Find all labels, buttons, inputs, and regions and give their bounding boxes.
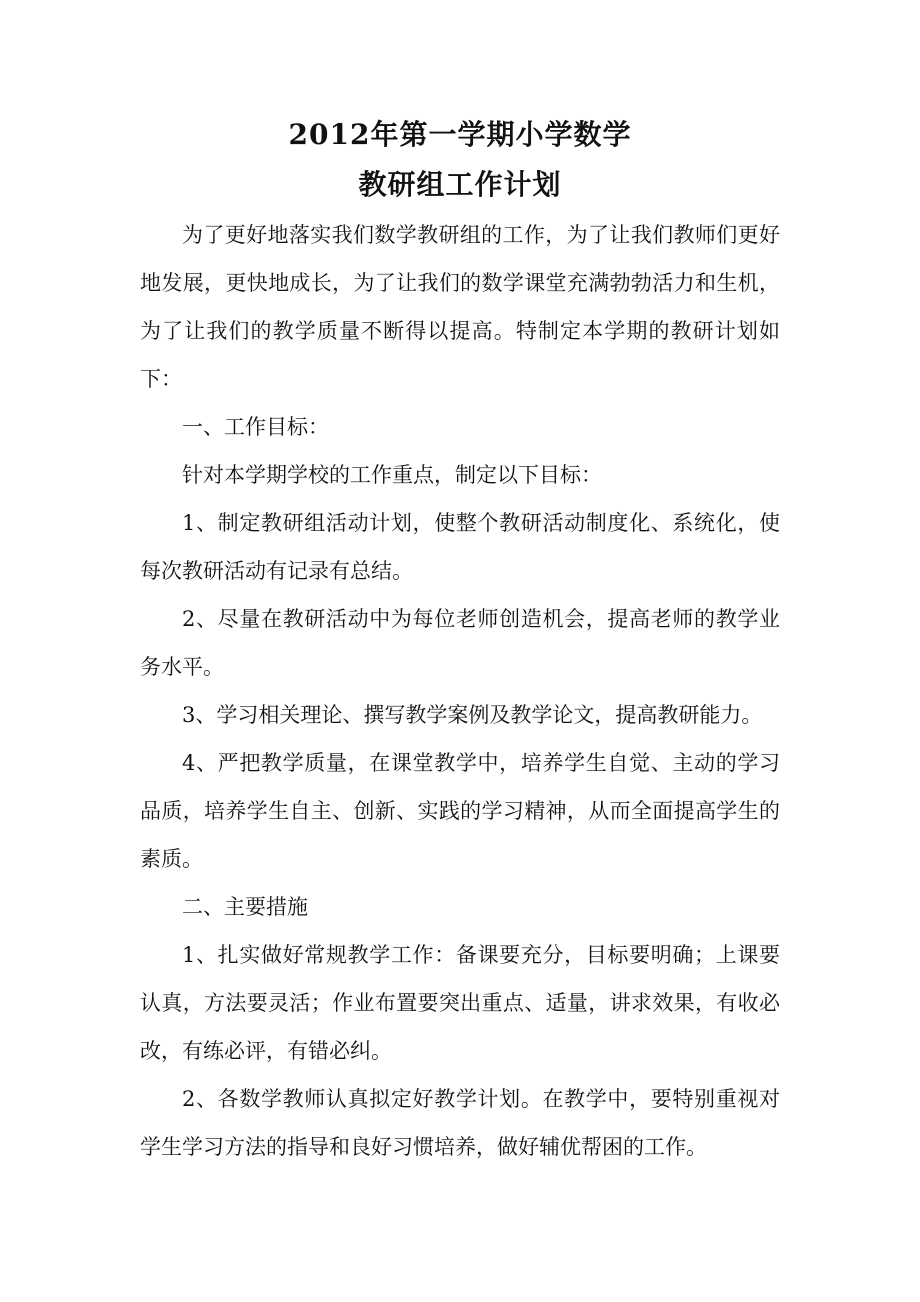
goal-item-3: 3、学习相关理论、撰写教学案例及教学论文，提高教研能力。 — [182, 703, 763, 727]
document-body — [140, 211, 780, 1171]
goal-item-4: 4、严把教学质量，在课堂教学中，培养学生自觉、主动的学习品质，培养学生自主、创新、实践的学习精神，从而全面提高学生的素质。 — [140, 751, 780, 871]
measure-item-1: 1、扎实做好常规教学工作：备课要充分，目标要明确；上课要认真，方法要灵活；作业布置要突出重点、适量，讲求效果，有收必改，有练必评，有错必纠。 — [140, 943, 780, 1063]
paragraph-intro: 为了更好地落实我们数学教研组的工作，为了让我们教师们更好地发展，更快地成长，为了让我们的数学课堂充满勃勃活力和生机，为了让我们的教学质量不断得以提高。特制定本学期的教研计划如下： — [140, 223, 780, 391]
section-heading-measures: 二、主要措施 — [182, 895, 308, 919]
measure-item-2: 2、各数学教师认真拟定好教学计划。在教学中，要特别重视对学生学习方法的指导和良好习惯培养，做好辅优帮困的工作。 — [140, 1087, 780, 1159]
section-heading-goals: 一、工作目标： — [182, 415, 329, 439]
document-title-line-2: 教研组工作计划 — [358, 168, 562, 201]
goal-item-2: 2、尽量在教研活动中为每位老师创造机会，提高老师的教学业务水平。 — [140, 607, 780, 679]
document-title-line-1: 2012年第一学期小学数学 — [288, 118, 632, 151]
goal-item-1: 1、制定教研组活动计划，使整个教研活动制度化、系统化，使每次教研活动有记录有总结。 — [140, 511, 780, 583]
paragraph-goals-intro: 针对本学期学校的工作重点，制定以下目标： — [182, 463, 602, 487]
